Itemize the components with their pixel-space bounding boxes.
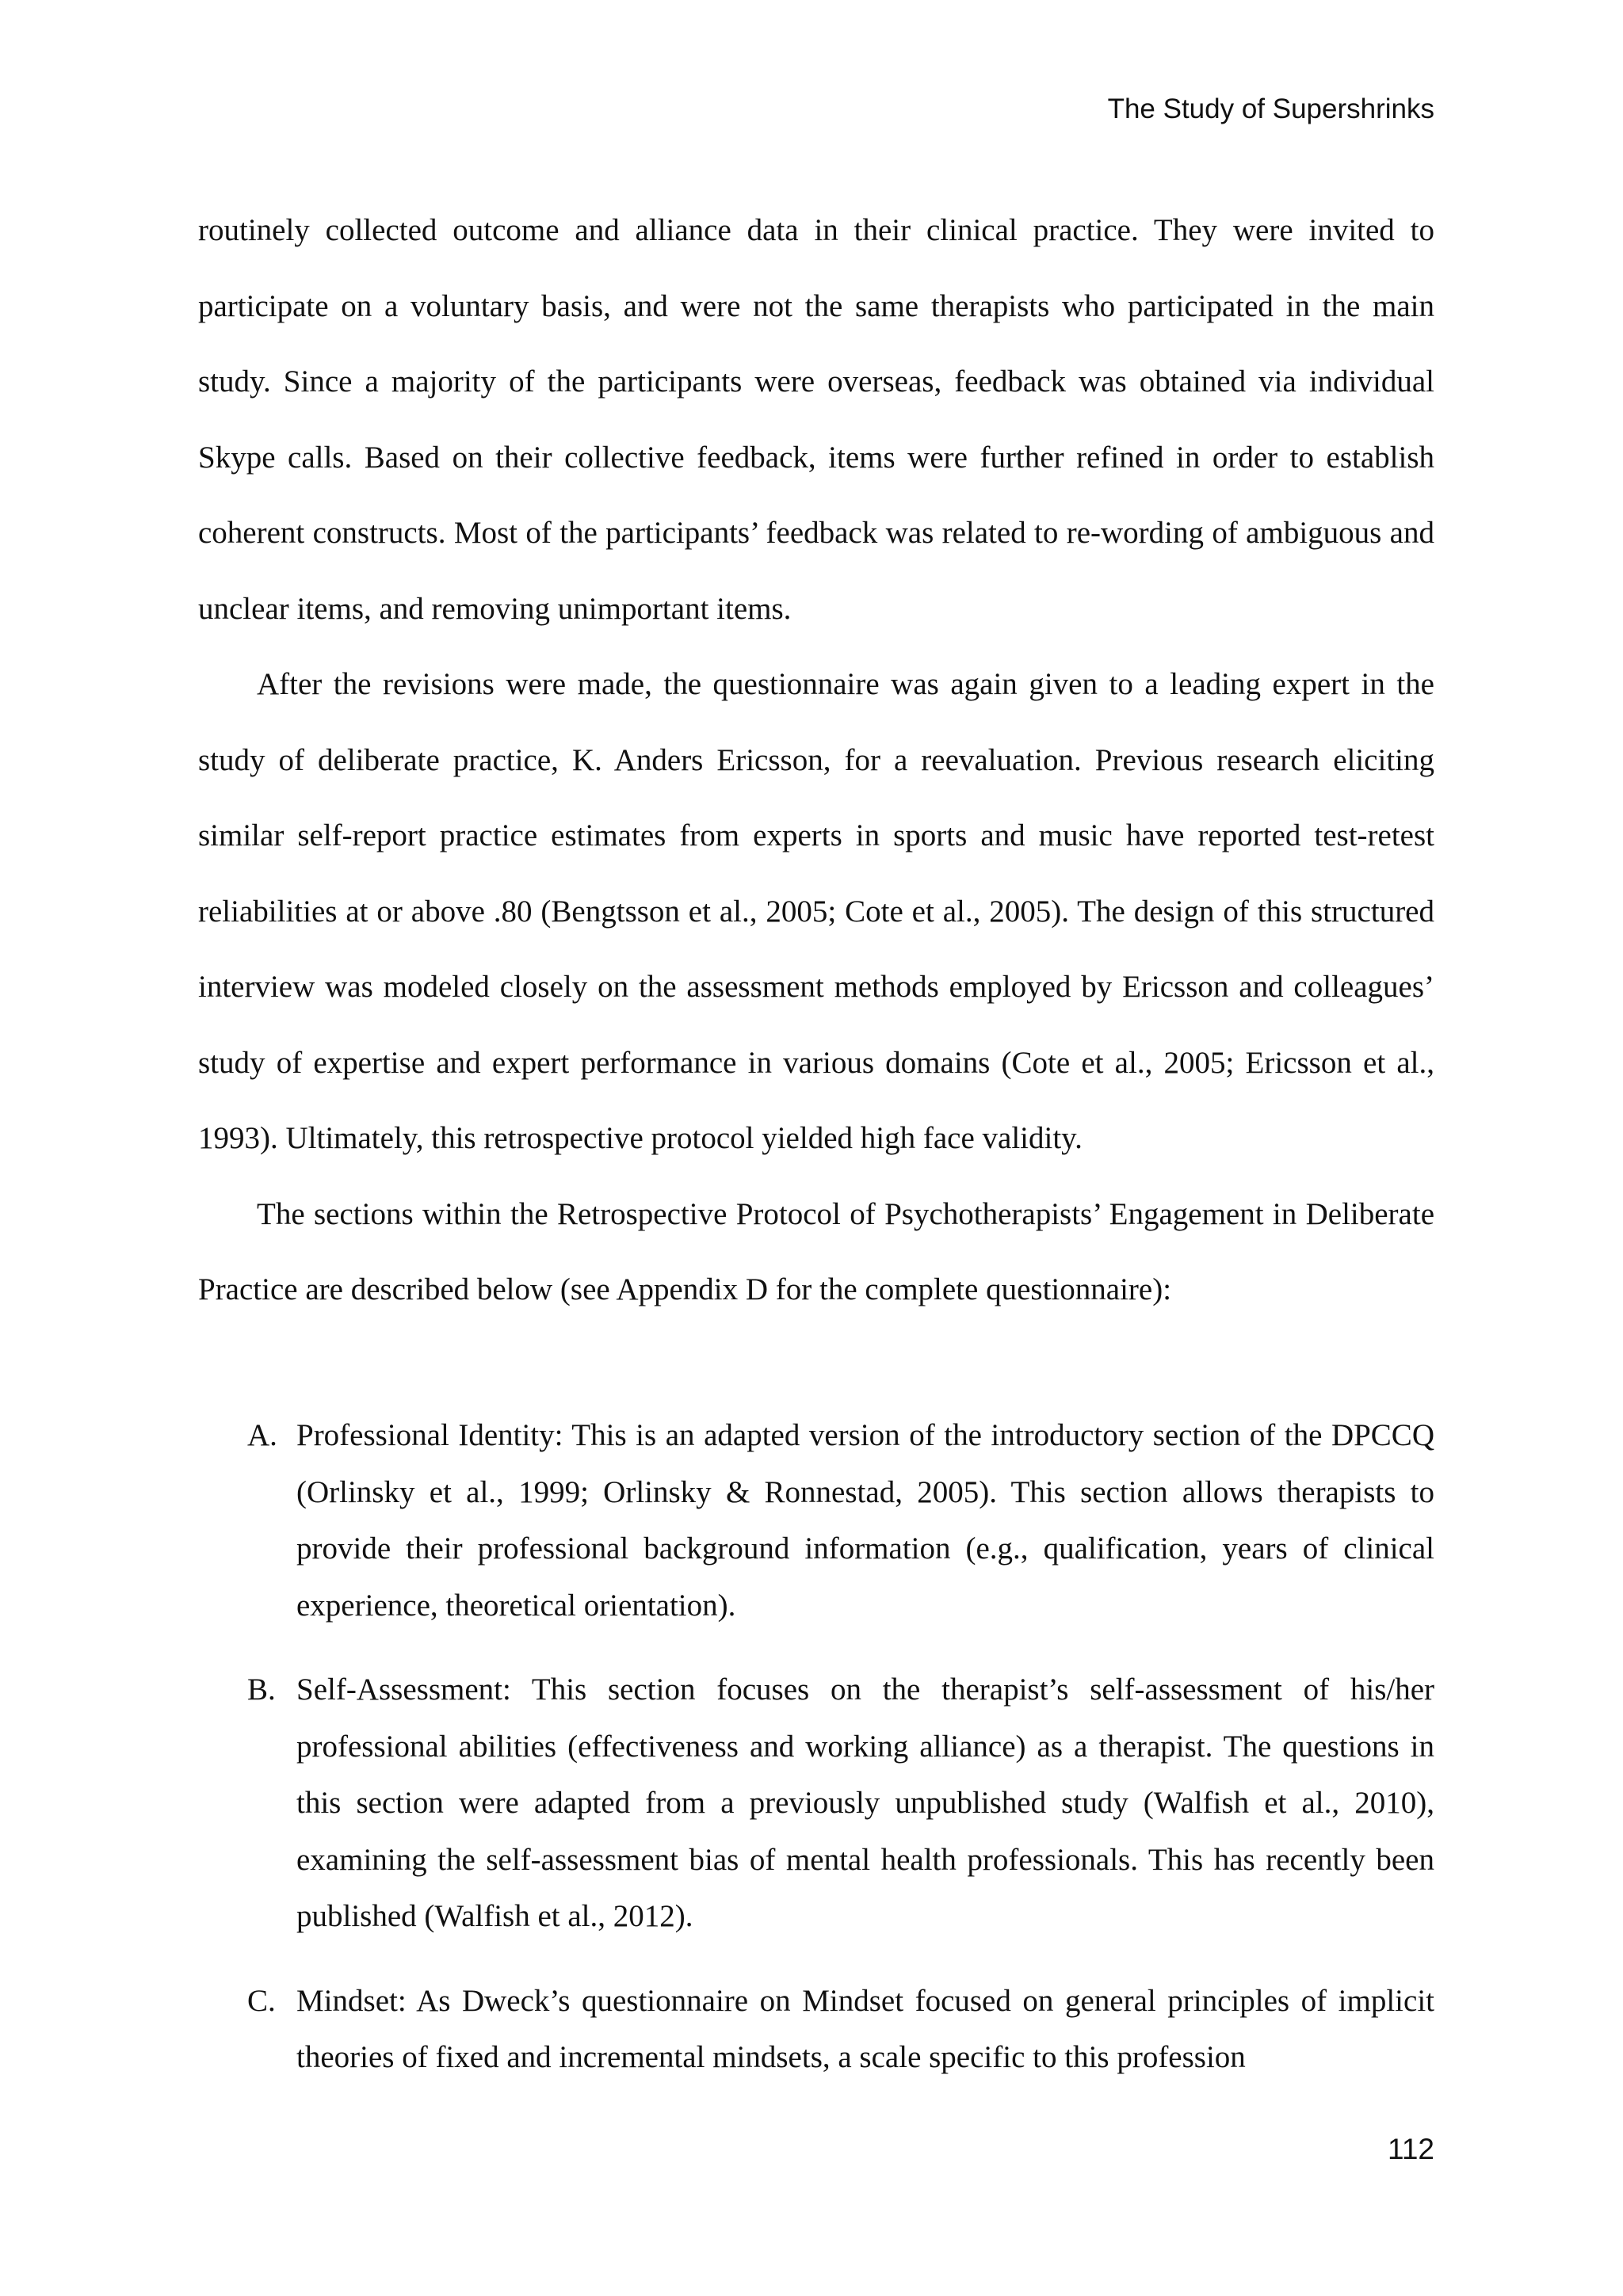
list-marker: B. (247, 1672, 276, 1707)
list-marker: C. (247, 1983, 276, 2018)
section-list (198, 1407, 1434, 2114)
list-item-c (198, 1973, 1434, 2086)
paragraph-2: After the revisions were made, the questionnaire was again given to a leading expert in the study of deliberate practice, K. Anders Ericsson, for a reevaluation. Previous research eliciting similar self-report practice estimates from experts in sports and music have reported test-retest reliabilities at or above .80 (Bengtsson et al., 2005; Cote et al., 2005). The design of this structured interview was modeled closely on the assessment methods employed by Ericsson and colleagues’ study of expertise and expert performance in various domains (Cote et al., 2005; Ericsson et al., 1993). Ultimately, this retrospective protocol yielded high face validity. (198, 667, 1434, 1155)
list-item-b (198, 1661, 1434, 1945)
list-item-text: Mindset: As Dweck’s questionnaire on Mindset focused on general principles of implicit theories of fixed and incremental mindsets, a scale specific to this profession (296, 1983, 1434, 2074)
list-item-text: Professional Identity: This is an adapted version of the introductory section of the DPCCQ (Orlinsky et al., 1999; Orlinsky & Ronnestad, 2005). This section allows therapists to provide their professional background information (e.g., qualification, years of clinical experience, theoretical orientation). (296, 1418, 1434, 1623)
list-item-a (198, 1407, 1434, 1634)
paragraph-1: routinely collected outcome and alliance data in their clinical practice. They were invited to participate on a voluntary basis, and were not the same therapists who participated in the main study. Since a majority of the participants were overseas, feedback was obtained via individual Skype calls. Based on their collective feedback, items were further refined in order to establish coherent constructs. Most of the participants’ feedback was related to re-wording of ambiguous and unclear items, and removing unimportant items. (198, 213, 1434, 626)
list-marker: A. (247, 1418, 277, 1452)
running-header: The Study of Supershrinks (1107, 93, 1434, 124)
page-number: 112 (1388, 2133, 1434, 2165)
list-item-text: Self-Assessment: This section focuses on the therapist’s self-assessment of his/her professional abilities (effectiveness and working alliance) as a therapist. The questions in this section were adapted from a previously unpublished study (Walfish et al., 2010), examining the self-assessment bias of mental health professionals. This has recently been published (Walfish et al., 2012). (296, 1672, 1434, 1933)
body-paragraphs (198, 193, 1434, 1328)
paragraph-3: The sections within the Retrospective Protocol of Psychotherapists’ Engagement in Deliberate Practice are described below (see Appendix D for the complete questionnaire): (198, 1196, 1434, 1306)
